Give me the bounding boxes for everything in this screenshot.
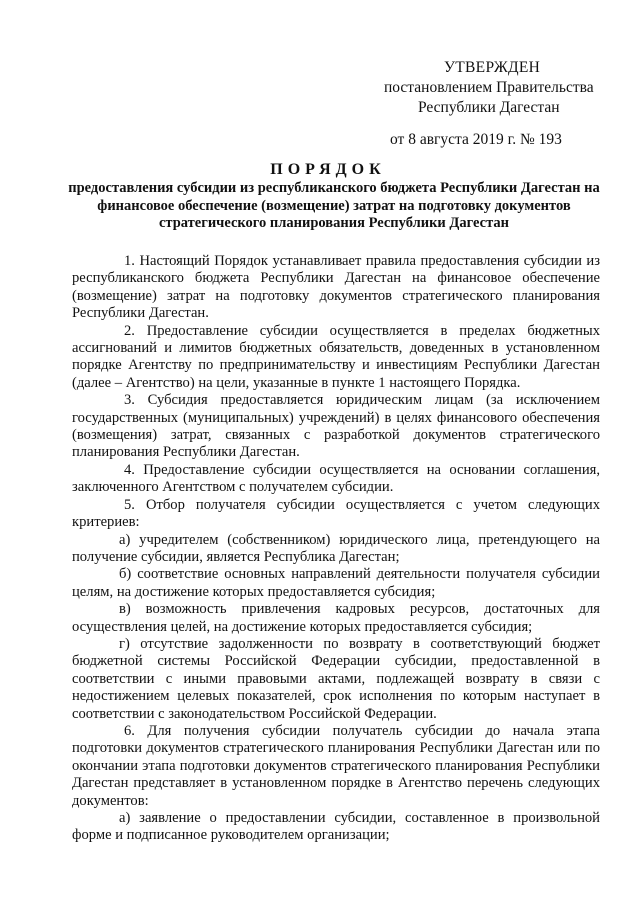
paragraph-6a: а) заявление о предоставлении субсидии, составленное в произвольной форме и подписанное руководителем организации; bbox=[72, 810, 600, 844]
document-title: ПОРЯДОК bbox=[270, 161, 386, 178]
paragraph-3: 3. Субсидия предоставляется юридическим лицам (за исключением государственных (муниципальных) учреждений) в целях финансового обеспечения (возмещения) затрат, связанных с разработкой документов стратегического планирования Республики Дагестан. bbox=[72, 392, 600, 461]
paragraph-6: 6. Для получения субсидии получатель субсидии до начала этапа подготовки документов стратегического планирования Республики Дагестан или по окончании этапа подготовки документов стратегического планирования Республики Дагестан представляет в установленном порядке в Агентство перечень следующих документов: bbox=[72, 722, 600, 809]
document-body bbox=[72, 253, 600, 845]
approval-title: УТВЕРЖДЕН bbox=[444, 59, 541, 76]
paragraph-5c: в) возможность привлечения кадровых ресурсов, достаточных для осуществления целей, на достижение которых предоставляется субсидия; bbox=[72, 601, 600, 635]
paragraph-5a: а) учредителем (собственником) юридического лица, претендующего на получение субсидии, является Республика Дагестан; bbox=[72, 531, 600, 565]
paragraph-5d: г) отсутствие задолженности по возврату в соответствующий бюджет бюджетной системы Российской Федерации субсидии, предоставленной в соответствии с иными правовыми актами, подлежащей возврату в связи с недостижением целевых показателей, срок исполнения по которым наступает в соответствии с законодательством Российской Федерации. bbox=[72, 635, 600, 722]
approval-line-1: постановлением Правительства bbox=[384, 79, 594, 96]
approval-line-2: Республики Дагестан bbox=[418, 99, 560, 116]
paragraph-5b: б) соответствие основных направлений деятельности получателя субсидии целям, на достижение которых предоставляется субсидия; bbox=[72, 566, 600, 600]
approval-stamp bbox=[378, 58, 608, 150]
paragraph-2: 2. Предоставление субсидии осуществляется в пределах бюджетных ассигнований и лимитов бюджетных обязательств, доведенных в установленном порядке Агентству по предпринимательству и инвестициям Республики Дагестан (далее – Агентство) на цели, указанные в пункте 1 настоящего Порядка. bbox=[72, 322, 600, 391]
paragraph-1: 1. Настоящий Порядок устанавливает правила предоставления субсидии из республиканского бюджета Республики Дагестан на финансовое обеспечение (возмещение) затрат на подготовку документов стратегического планирования Республики Дагестан. bbox=[72, 253, 600, 322]
document-subtitle: предоставления субсидии из республиканского бюджета Республики Дагестан на финансовое обеспечение (возмещение) затрат на подготовку документов стратегического планирования Республики Дагестан bbox=[68, 180, 600, 231]
paragraph-5: 5. Отбор получателя субсидии осуществляется с учетом следующих критериев: bbox=[72, 496, 600, 531]
approval-date: от 8 августа 2019 г. № 193 bbox=[390, 131, 562, 148]
paragraph-4: 4. Предоставление субсидии осуществляется на основании соглашения, заключенного Агентством с получателем субсидии. bbox=[72, 461, 600, 496]
